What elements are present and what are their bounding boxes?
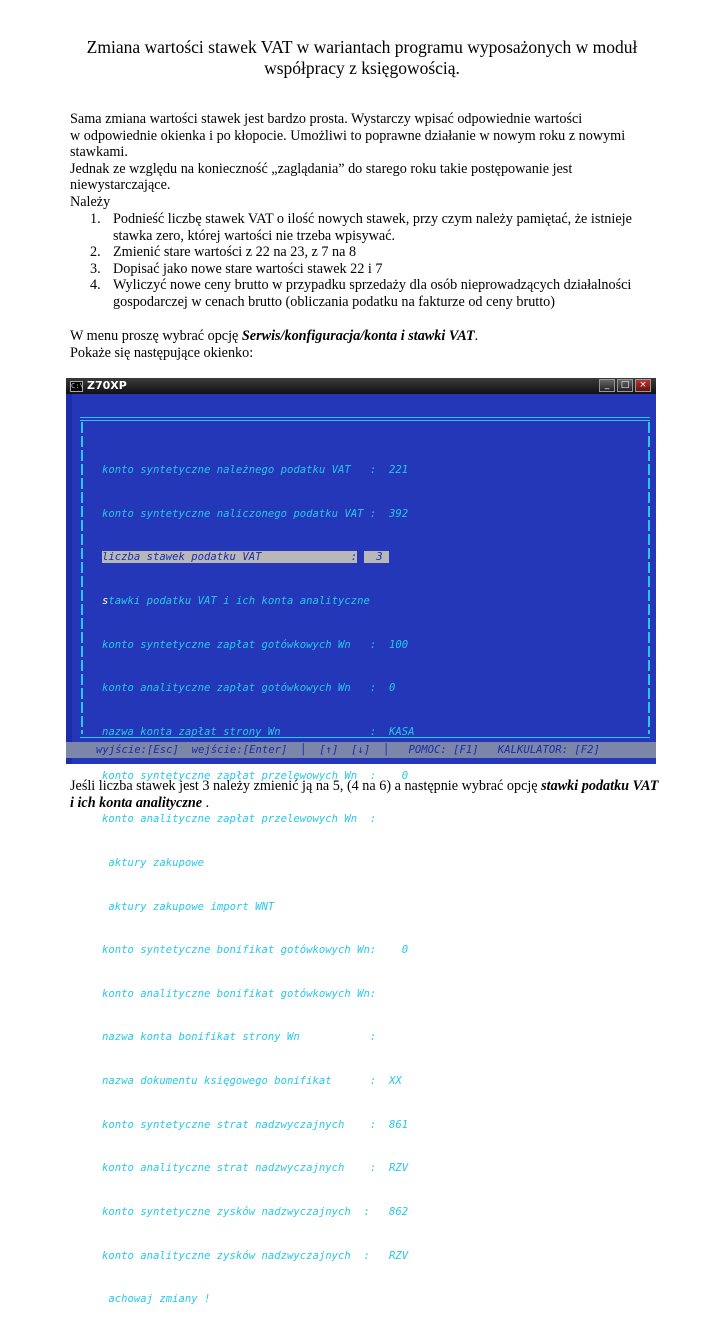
list-line: Podnieść liczbę stawek VAT o ilość nowych stawek, przy czym należy pamiętać, że istnieje (113, 211, 632, 227)
menu-option[interactable]: konto syntetyczne bonifikat gotówkowych Wn: 0 (102, 944, 409, 957)
outro-suffix: . (202, 794, 210, 811)
menu-option[interactable]: konto syntetyczne strat nadzwyczajnych : 861 (102, 1118, 409, 1131)
menu-option[interactable]: konto syntetyczne naliczonego podatku VAT : 392 (102, 507, 409, 520)
close-button[interactable]: × (635, 379, 651, 392)
status-bar (66, 742, 656, 758)
hotkey-letter: Z (102, 1293, 109, 1306)
intro-line: Należy (70, 193, 111, 210)
list-number: 4. (90, 277, 101, 294)
outro-paragraph (70, 778, 660, 811)
intro-line: niewystarczające. (70, 177, 171, 194)
steps-list (70, 211, 660, 311)
minimize-button[interactable]: _ (599, 379, 615, 392)
list-line: stawka zero, której wartości nie trzeba wpisywać. (113, 227, 396, 244)
hotkey-letter: f (102, 900, 109, 913)
list-number: 2. (90, 244, 101, 261)
window-intro: Pokaże się następujące okienko: (70, 344, 254, 361)
outro-prefix: Jeśli liczba stawek jest 3 należy zmienić ją na 5, (4 na 6) a następnie wybrać opcję (70, 778, 542, 794)
document-title: Zmiana wartości stawek VAT w wariantach programu wyposażonych w moduł współpracy z księgowością. (86, 37, 638, 78)
menu-option[interactable]: konto analityczne zapłat gotówkowych Wn : 0 (102, 682, 396, 695)
intro-line: Jednak ze względu na konieczność „zaglądania” do starego roku takie postępowanie jest (70, 160, 573, 177)
outro-option: stawki podatku VAT i ich konta analityczne (70, 778, 659, 811)
save-changes-option[interactable]: Zachowaj zmiany ! (102, 1293, 211, 1306)
menu-suffix: . (474, 328, 479, 344)
menu-option[interactable]: nazwa konta bonifikat strony Wn : (102, 1031, 377, 1044)
menu-option[interactable]: konto analityczne zapłat przelewowych Wn : (102, 813, 377, 826)
menu-option[interactable]: konto syntetyczne zapłat przelewowych Wn : 0 (102, 769, 409, 782)
intro-line: Sama zmiana wartości stawek jest bardzo prosta. Wystarczy wpisać odpowiednie wartości (70, 111, 583, 127)
menu-option[interactable]: konto syntetyczne zapłat gotówkowych Wn : 100 (102, 638, 409, 651)
intro-line: w odpowiednie okienka i po kłopocie. Umożliwi to poprawne działanie w nowym roku z nowymi (70, 127, 626, 144)
list-number: 3. (90, 260, 101, 277)
hotkey-letter: s (102, 595, 109, 608)
console-icon: C:\ (71, 382, 84, 390)
menu-option[interactable]: konto analityczne bonifikat gotówkowych Wn: (102, 987, 377, 1000)
hotkey-letter: f (102, 856, 109, 869)
menu-option[interactable]: konto syntetyczne zysków nadzwyczajnych : 862 (102, 1205, 409, 1218)
vat-count-field[interactable]: 3 (363, 551, 390, 564)
menu-line (70, 328, 660, 345)
window-titlebar[interactable] (66, 378, 656, 394)
menu-option[interactable]: faktury zakupowe (102, 856, 205, 869)
maximize-button[interactable]: □ (617, 379, 633, 392)
list-line: Dopisać jako nowe stare wartości stawek 22 i 7 (113, 260, 383, 277)
status-keys: wyjście:[Esc] wejście:[Enter] │ [↑] [↓] │ POMOC: [F1] KALKULATOR: [F2] (96, 744, 600, 756)
list-item (70, 277, 660, 310)
menu-option[interactable]: nazwa dokumentu księgowego bonifikat : XX (102, 1075, 402, 1088)
list-line: Wyliczyć nowe ceny brutto w przypadku sprzedaży dla osób nieprowadzących działalności (113, 277, 632, 294)
menu-option-selected[interactable]: liczba stawek podatku VAT : 3 (102, 551, 390, 564)
intro-paragraph (70, 111, 660, 211)
menu-option[interactable]: konto analityczne strat nadzwyczajnych : RZV (102, 1162, 409, 1175)
list-line: Zmienić stare wartości z 22 na 23, z 7 na 8 (113, 244, 357, 261)
frame-left-border (81, 422, 83, 734)
menu-option[interactable]: stawki podatku VAT i ich konta analityczne (102, 595, 370, 608)
menu-options (102, 434, 415, 1336)
list-line: gospodarczej w cenach brutto (obliczania podatku na fakturze od ceny brutto) (113, 293, 555, 310)
menu-instruction (70, 328, 660, 361)
menu-option[interactable]: konto syntetyczne należnego podatku VAT : 221 (102, 464, 409, 477)
menu-option[interactable]: konto analityczne zysków nadzwyczajnych : RZV (102, 1249, 409, 1262)
menu-prefix: W menu proszę wybrać opcję (70, 328, 242, 344)
list-item (70, 211, 660, 244)
frame-right-border (648, 422, 650, 734)
menu-path: Serwis/konfiguracja/konta i stawki VAT (241, 328, 475, 344)
window-title: Z70XP (87, 379, 127, 392)
list-number: 1. (90, 211, 101, 227)
menu-option[interactable]: faktury zakupowe import WNT (102, 900, 275, 913)
intro-line: stawkami. (70, 144, 128, 161)
list-item (70, 244, 660, 261)
menu-option[interactable]: nazwa konta zapłat strony Wn : KASA (102, 725, 415, 738)
list-item (70, 261, 660, 278)
